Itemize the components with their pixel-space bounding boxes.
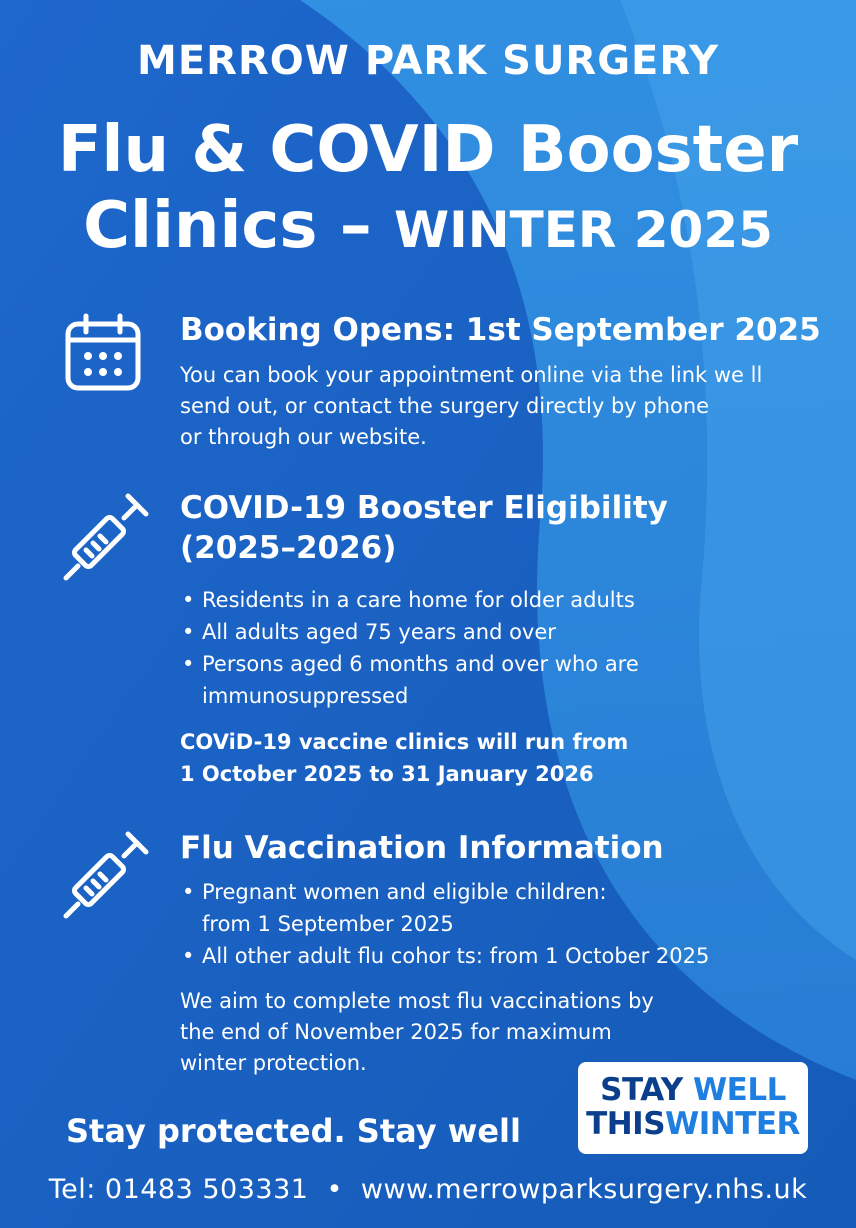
list-item: • All adults aged 75 years and over <box>180 616 639 648</box>
badge-word: STAY <box>600 1072 683 1108</box>
syringe-icon <box>62 490 152 582</box>
flu-heading: Flu Vaccination Information <box>180 830 664 866</box>
flu-cohort-list <box>180 876 709 972</box>
booking-text <box>180 360 762 453</box>
page-title <box>0 112 856 268</box>
flu-text-line: We aim to complete most flu vaccinations by <box>180 989 654 1013</box>
stay-well-badge <box>578 1062 808 1154</box>
list-item-text: Pregnant women and eligible children: <box>202 880 607 904</box>
syringe-icon <box>62 828 152 920</box>
flu-text-line: winter protection. <box>180 1051 367 1075</box>
title-line-2 <box>0 188 856 268</box>
booking-text-line: You can book your appointment online via the link we ll <box>180 363 763 387</box>
badge-word: WINTER <box>665 1106 800 1142</box>
footer-separator: • <box>326 1174 343 1205</box>
list-item-text: Persons aged 6 months and over who are <box>202 652 639 676</box>
title-line-1: Flu & COVID Booster <box>57 113 799 187</box>
phone-number[interactable]: Tel: 01483 503331 <box>48 1174 309 1205</box>
covid-heading-line-2: (2025–2026) <box>180 530 397 566</box>
covid-eligibility-list <box>180 584 639 712</box>
covid-heading-line-1: COVID-19 Booster Eligibility <box>180 490 668 526</box>
list-item: • Residents in a care home for older adults <box>180 584 639 616</box>
list-item <box>180 648 639 712</box>
covid-note-line-1: COViD-19 vaccine clinics will run from <box>180 730 629 754</box>
flu-text-line: the end of November 2025 for maximum <box>180 1020 612 1044</box>
badge-word: THIS <box>586 1106 666 1142</box>
covid-clinic-dates <box>180 726 628 790</box>
footer-contact <box>0 1174 856 1205</box>
booking-heading: Booking Opens: 1st September 2025 <box>180 312 821 348</box>
list-item: • All other adult flu cohor ts: from 1 October 2025 <box>180 940 709 972</box>
covid-note-line-2: 1 October 2025 to 31 January 2026 <box>180 762 594 786</box>
title-winter: WINTER 2025 <box>394 201 773 259</box>
title-clinics: Clinics – <box>83 189 394 263</box>
calendar-icon <box>62 312 144 394</box>
website-link[interactable]: www.merrowparksurgery.nhs.uk <box>360 1174 808 1205</box>
tagline: Stay protected. Stay well <box>66 1112 521 1150</box>
list-item <box>180 876 709 940</box>
booking-text-line: or through our website. <box>180 425 427 449</box>
list-item-text-cont: from 1 September 2025 <box>202 912 454 936</box>
badge-word: WELL <box>692 1072 786 1108</box>
badge-line-1 <box>578 1073 808 1107</box>
booking-text-line: send out, or contact the surgery directly by phone <box>180 394 710 418</box>
badge-line-2 <box>578 1107 808 1141</box>
surgery-name: MERROW PARK SURGERY <box>137 38 719 84</box>
list-item-text-cont: immunosuppressed <box>202 684 409 708</box>
covid-heading <box>180 488 668 568</box>
